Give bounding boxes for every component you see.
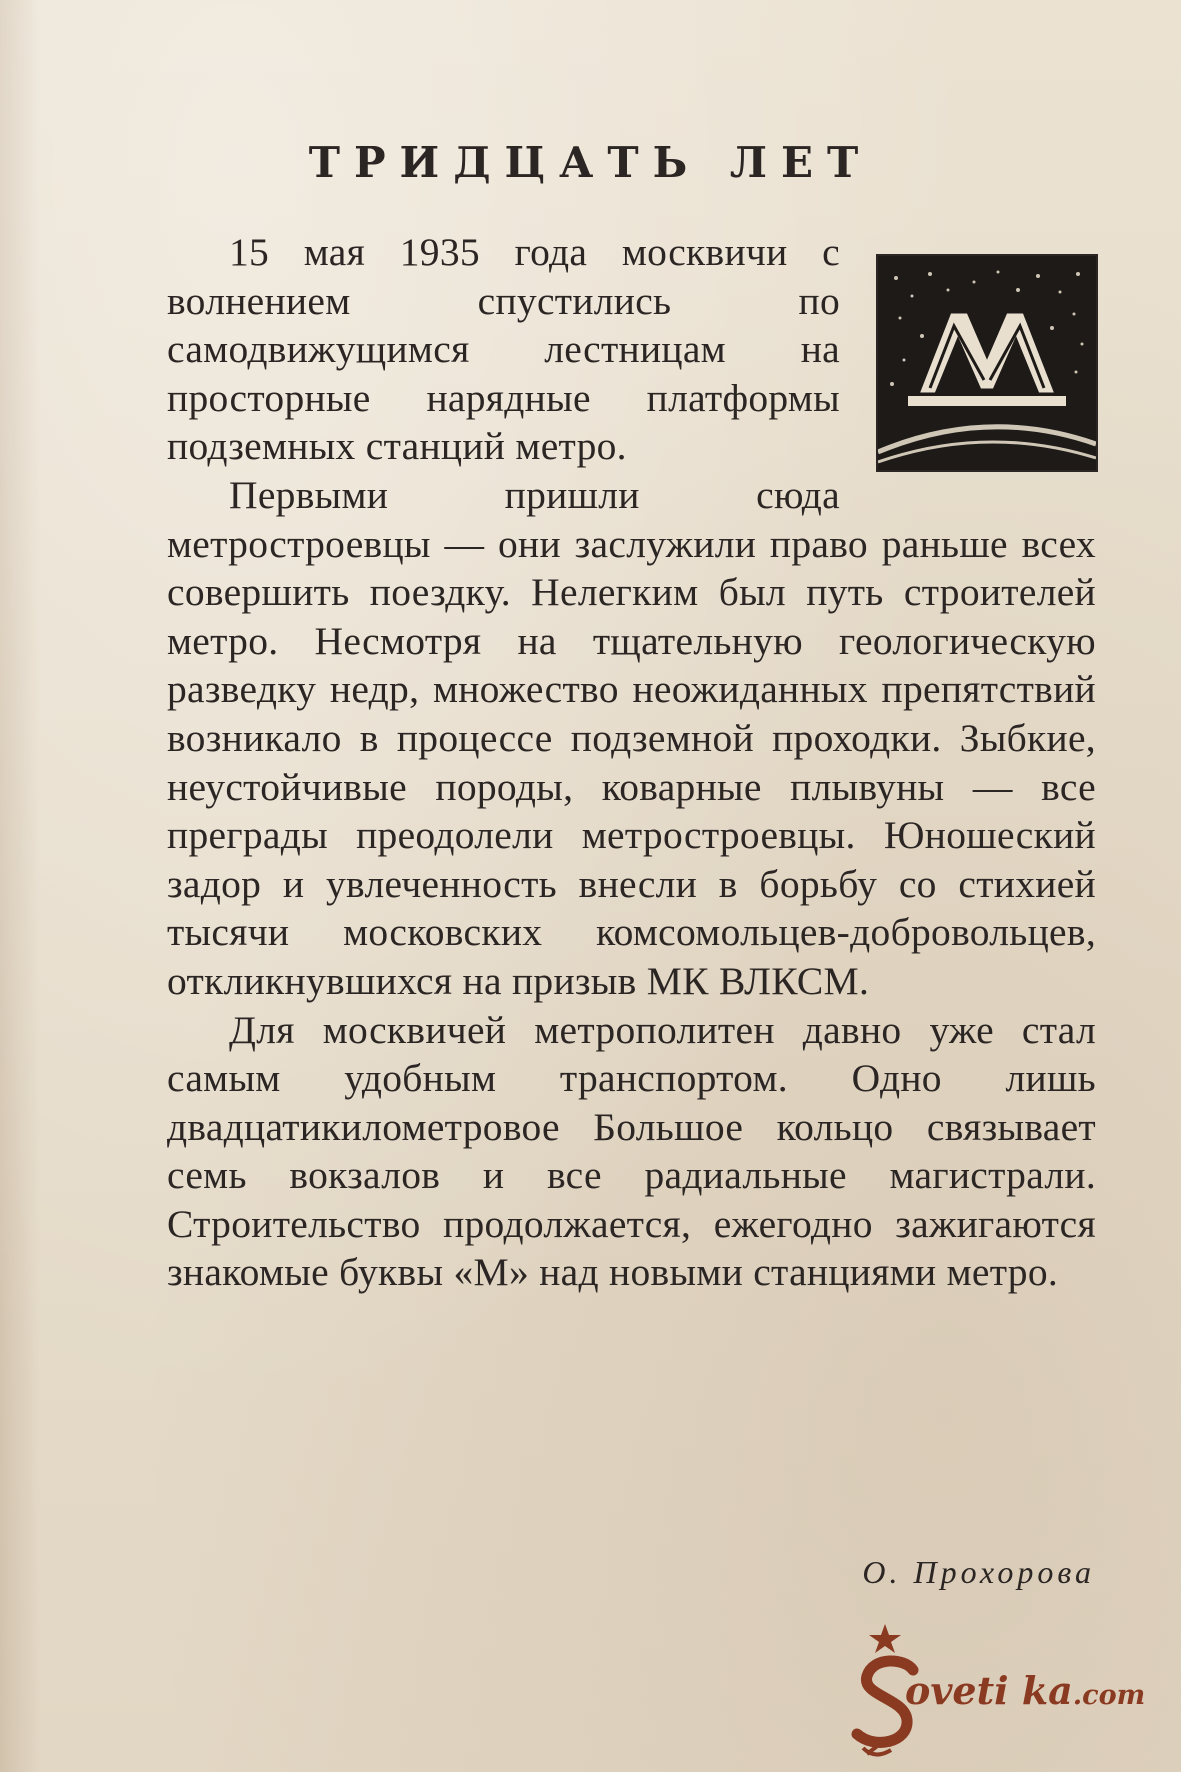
paragraph-1: 15 мая 1935 года москвичи с волнением спустились по самодвижущимся лестницам на просторные нарядные платформы подземных станций метро.: [167, 230, 840, 469]
metro-m-icon: [878, 256, 1096, 470]
sovetika-watermark: [845, 1622, 1165, 1762]
author-signature: О. Прохорова: [862, 1554, 1095, 1590]
watermark-domain: .com: [1072, 1680, 1146, 1711]
watermark-text: [905, 1668, 1145, 1713]
watermark-name: oveti ka: [905, 1668, 1073, 1713]
article-body: [167, 228, 1096, 1297]
paragraph-3: Для москвичей метрополитен давно уже стал самым удобным транспортом. Одно лишь двадцатикилометровое Большое кольцо связывает семь вокзалов и все радиальные магистрали. Строительство продолжается, ежегодно зажигаются знакомые буквы «М» над новыми станциями метро.: [167, 1007, 1096, 1295]
article-title: ТРИДЦАТЬ ЛЕТ: [308, 138, 873, 187]
paragraph-2: Первыми пришли сюда метростроевцы — они заслужили право раньше всех совершить поездку. Нелегким был путь строителей метро. Несмотря на тщательную геологическую разведку недр, множество неожиданных препятствий возникало в процессе подземной проходки. Зыбкие, неустойчивые породы, коварные плывуны — все преграды преодолели метростроевцы. Юношеский задор и увлеченность внесли в борьбу со стихией тысячи московских комсомольцев-добровольцев, откликнувшихся на призыв МК ВЛКСМ.: [167, 472, 1096, 1003]
